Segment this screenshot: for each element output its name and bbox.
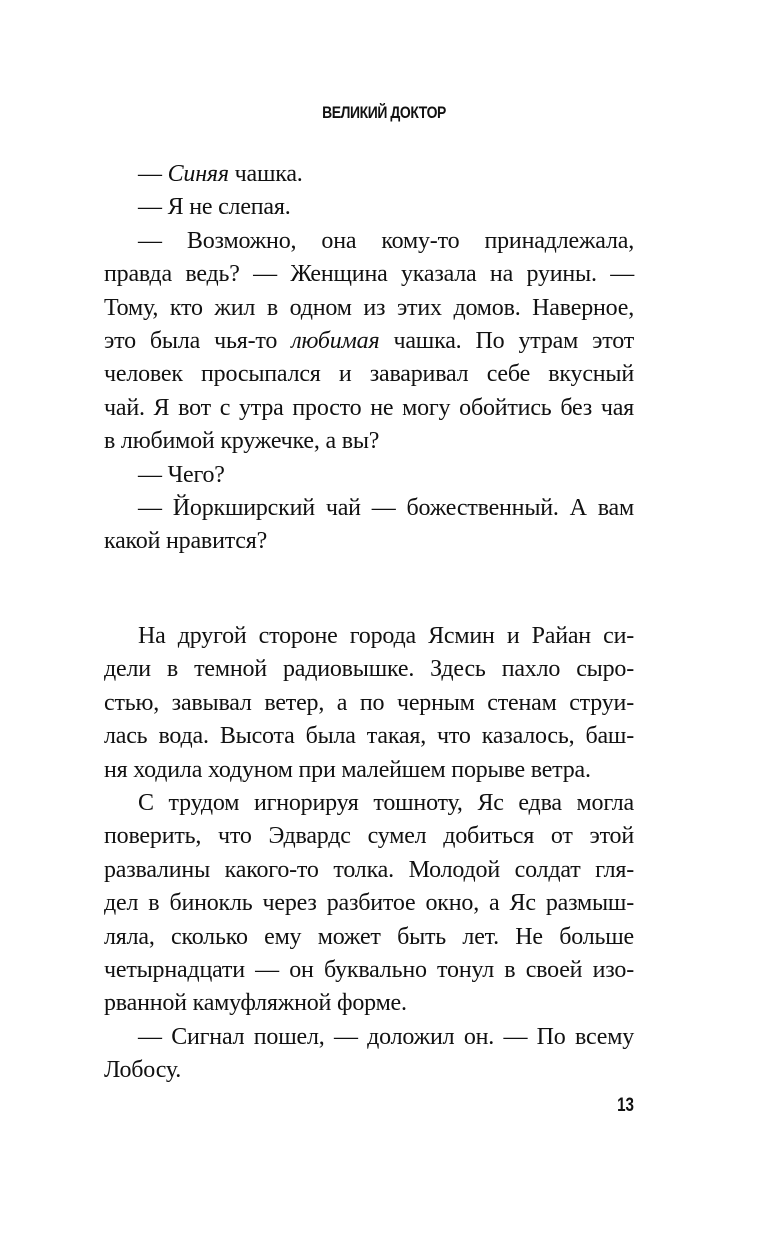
text-line: — Синяя чашка. [138,161,303,187]
text-line: дел в бинокль через разбитое окно, а Яс размыш- [104,890,634,917]
text-line: На другой стороне города Ясмин и Райан си- [138,623,634,649]
text-block-dialogue [104,158,634,559]
text-line: лась вода. Высота была такая, что казалось, баш- [104,723,634,750]
text-line: в любимой кружечке, а вы? [104,428,380,455]
paragraph [104,225,634,459]
running-head: ВЕЛИКИЙ ДОКТОР [322,103,446,122]
page-number: 13 [617,1095,634,1116]
emphasis: любимая [291,328,380,355]
text-line: развалины какого-то толка. Молодой солдат гля- [104,856,634,883]
text-block-narrative [104,620,634,1088]
paragraph [104,787,634,1021]
text-line: — Чего? [138,461,225,488]
emphasis: Синяя [167,161,229,187]
paragraph [104,459,634,492]
paragraph [104,492,634,559]
text-line: ня ходила ходуном при малейшем порыве ветра. [104,756,591,783]
paragraph [104,158,634,191]
text-line: — Я не слепая. [138,194,291,221]
text-line: это была чья-то любимая чашка. По утрам этот [104,328,634,355]
text-line: стью, завывал ветер, а по черным стенам струи- [104,689,634,716]
paragraph [104,620,634,787]
text-line: рванной камуфляжной форме. [104,990,407,1017]
text-line: правда ведь? — Женщина указала на руины. — [104,261,634,288]
text-line: — Йоркширский чай — божественный. А вам [138,495,634,522]
text-line: чай. Я вот с утра просто не могу обойтись без чая [104,394,634,421]
paragraph [104,191,634,224]
text-line: четырнадцати — он буквально тонул в своей изо- [104,957,634,984]
text-line: поверить, что Эдвардс сумел добиться от этой [104,823,634,850]
text-line: Тому, кто жил в одном из этих домов. Наверное, [104,294,634,321]
text-line: какой нравится? [104,528,268,555]
text-line: Лобосу. [104,1057,182,1084]
text-line: ляла, сколько ему может быть лет. Не больше [104,923,634,950]
text-line: человек просыпался и заваривал себе вкусный [104,361,634,388]
text-line: — Возможно, она кому-то принадлежала, [138,227,634,254]
text-line: С трудом игнорируя тошноту, Яс едва могла [138,790,634,817]
text-line: дели в темной радиовышке. Здесь пахло сыро- [104,656,634,683]
paragraph [104,1021,634,1088]
text-line: — Сигнал пошел, — доложил он. — По всему [138,1023,634,1050]
